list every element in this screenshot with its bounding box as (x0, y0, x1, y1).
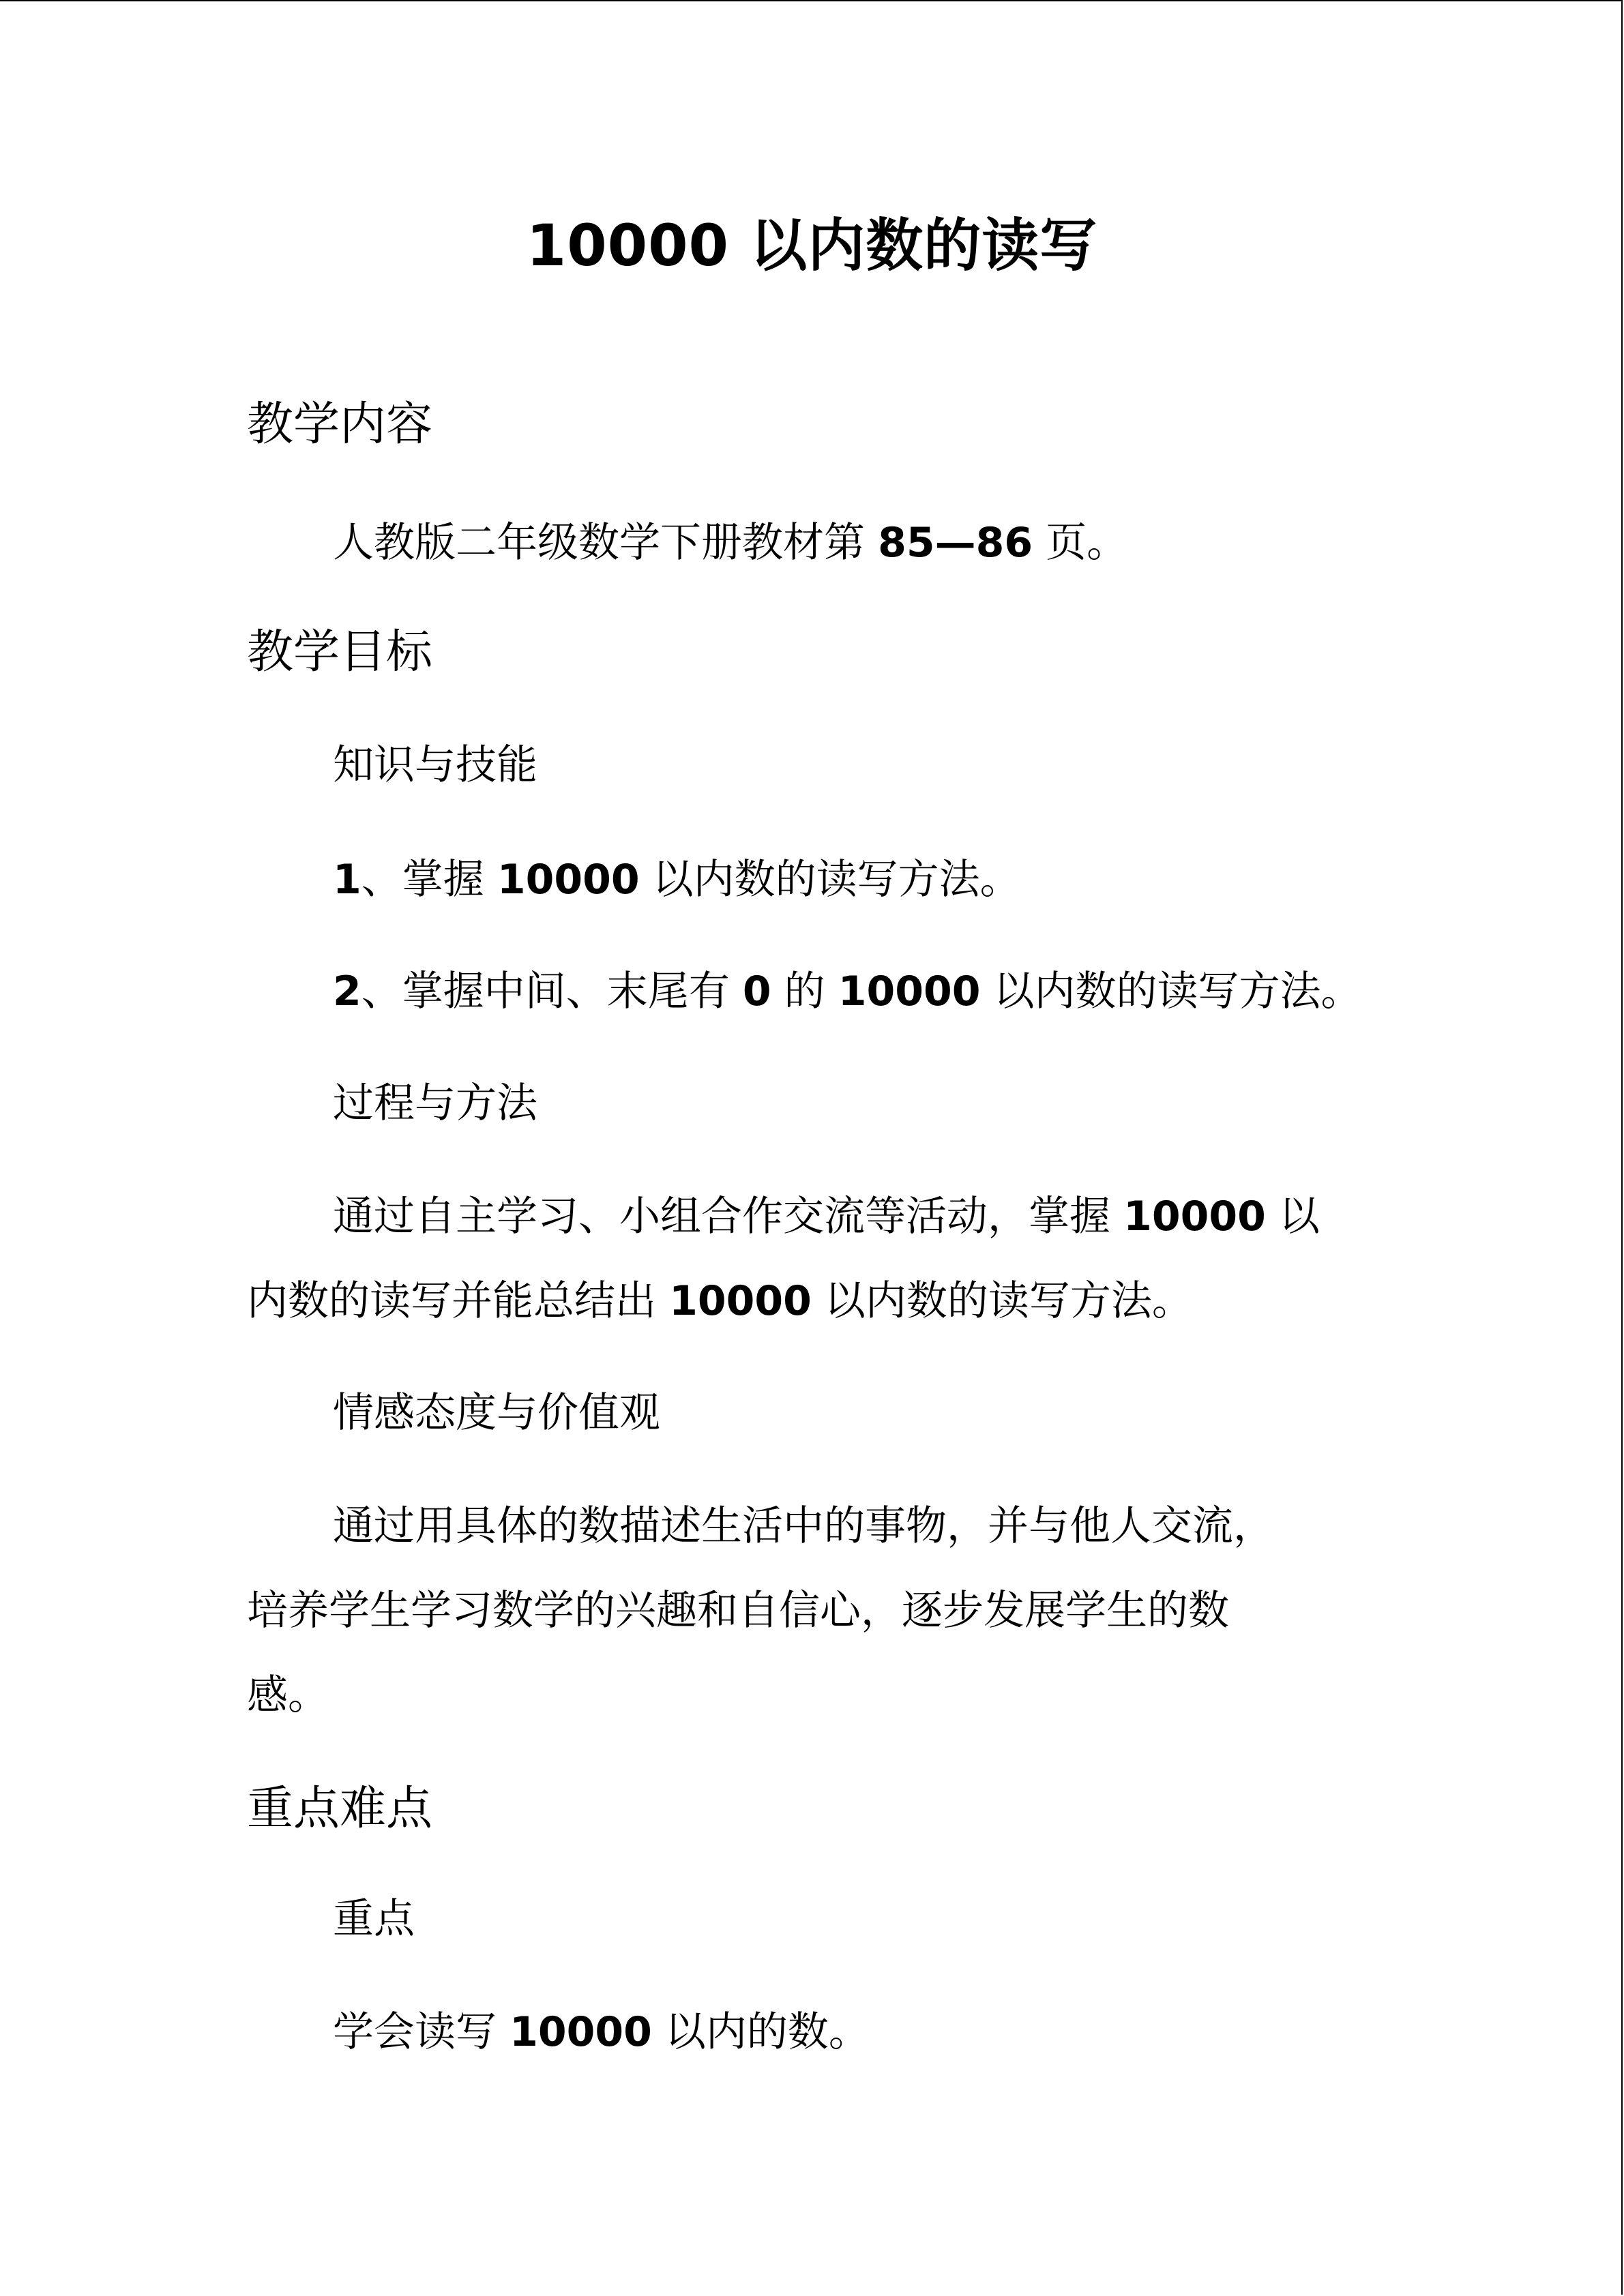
goal-item-2-text-end: 以内数的读写方法。 (980, 968, 1362, 1015)
process-line-2-text-end: 以内数的读写方法。 (811, 1277, 1193, 1325)
focus-text (247, 1990, 1406, 2074)
goal-item-2-zero: 0 (742, 968, 771, 1015)
goal-item-2-number: 2 (333, 968, 361, 1015)
focus-value: 10000 (510, 2008, 652, 2056)
goal-item-1-value: 10000 (497, 856, 640, 904)
subheading-focus: 重点 (333, 1895, 415, 1943)
content-text-pre: 人教版二年级数学下册教材第 (333, 519, 879, 567)
heading-key-points: 重点难点 (247, 1782, 433, 1836)
subheading-knowledge-skills: 知识与技能 (333, 741, 537, 789)
heading-teaching-goals: 教学目标 (247, 625, 433, 679)
content-page-range: 85—86 (878, 519, 1033, 567)
goal-item-2-text: 、掌握中间、末尾有 (361, 968, 743, 1015)
goal-item-2-text-mid: 的 (771, 968, 838, 1015)
heading-teaching-content: 教学内容 (247, 398, 433, 451)
process-line-2-value: 10000 (669, 1277, 812, 1325)
emotion-line-2: 培养学生学习数学的兴趣和自信心，逐步发展学生的数 (247, 1587, 1229, 1635)
goal-item-1-text: 、掌握 (361, 856, 497, 904)
paragraph-teaching-content (247, 501, 1406, 585)
content-text-post: 页。 (1033, 519, 1128, 567)
focus-text-post: 以内的数。 (651, 2008, 870, 2056)
goal-item-1-text-end: 以内数的读写方法。 (639, 856, 1021, 904)
process-line-1-text: 通过自主学习、小组合作交流等活动，掌握 (333, 1193, 1124, 1240)
goal-item-2-value: 10000 (838, 968, 981, 1015)
focus-text-pre: 学会读写 (333, 2008, 510, 2056)
document-title: 10000 以内数的读写 (526, 212, 1098, 279)
goal-item-1 (247, 837, 1406, 922)
subheading-process-methods: 过程与方法 (333, 1079, 537, 1127)
process-line-1-value: 10000 (1123, 1193, 1266, 1240)
emotion-line-3: 感。 (247, 1671, 329, 1719)
process-line-2-text: 内数的读写并能总结出 (247, 1277, 670, 1325)
process-line-1 (247, 1174, 1406, 1259)
emotion-line-1: 通过用具体的数描述生活中的事物，并与他人交流， (333, 1502, 1274, 1550)
process-line-2 (247, 1259, 1406, 1343)
goal-item-2 (247, 949, 1406, 1034)
process-line-1-text-end: 以 (1265, 1193, 1320, 1240)
subheading-emotion-values: 情感态度与价值观 (333, 1389, 660, 1437)
goal-item-1-number: 1 (333, 856, 361, 904)
